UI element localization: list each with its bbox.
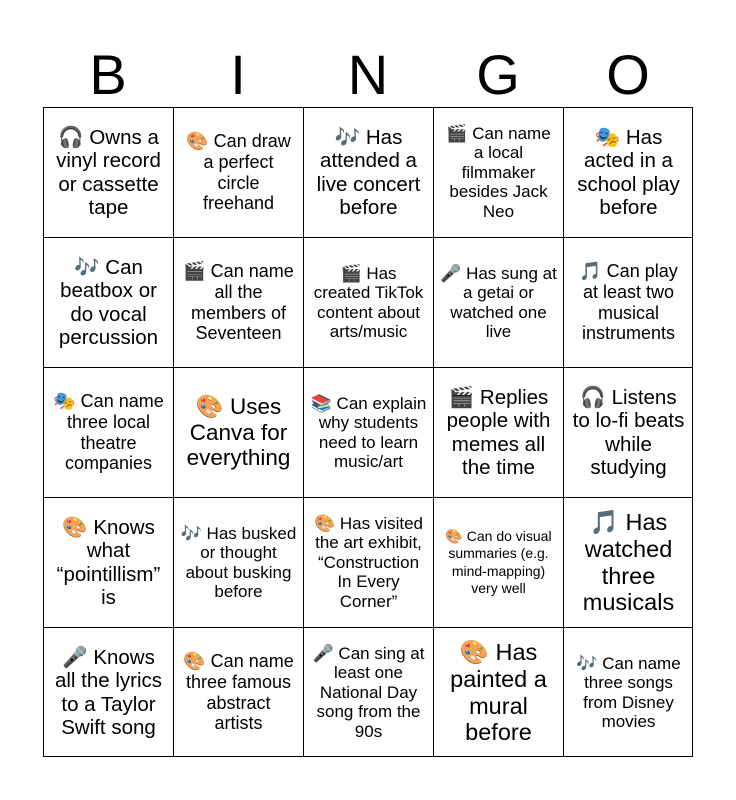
cell-text: 🎨 Can do visual summaries (e.g. mind-mapping) very well [445, 528, 552, 596]
cell-text: 🎭 Has acted in a school play before [577, 125, 680, 219]
bingo-cell[interactable] [43, 627, 173, 757]
cell-text: 🎶 Has attended a live concert before [316, 125, 421, 219]
bingo-cell[interactable] [173, 237, 303, 367]
bingo-board [43, 107, 693, 757]
bingo-cell[interactable] [563, 107, 693, 237]
bingo-cell[interactable] [173, 367, 303, 497]
header-letter-g: G [476, 43, 520, 106]
cell-text: 🎵 Has watched three musicals [582, 508, 675, 616]
cell-text: 🎤 Can sing at least one National Day song from the 90s [312, 644, 425, 741]
cell-text: 🎬 Can name a local filmmaker besides Jack Neo [446, 124, 551, 221]
bingo-cell[interactable] [173, 497, 303, 627]
cell-text: 🎶 Can beatbox or do vocal percussion [58, 255, 159, 349]
cell-text: 🎶 Has busked or thought about busking before [180, 523, 297, 601]
cell-text: 🎨 Knows what “pointillism” is [56, 515, 161, 609]
header-letter-n: N [347, 43, 389, 106]
bingo-cell[interactable] [43, 237, 173, 367]
cell-text: 📚 Can explain why students need to learn music/art [310, 393, 427, 471]
bingo-cell[interactable] [303, 497, 433, 627]
bingo-cell[interactable] [173, 627, 303, 757]
cell-text: 🎶 Can name three songs from Disney movies [576, 653, 681, 731]
bingo-cell[interactable] [563, 367, 693, 497]
cell-text: 🎨 Can name three famous abstract artists [183, 651, 294, 734]
bingo-cell[interactable] [563, 497, 693, 627]
bingo-cell[interactable] [43, 107, 173, 237]
cell-text: 🎬 Replies people with memes all the time [446, 385, 551, 479]
bingo-cell[interactable] [303, 367, 433, 497]
bingo-cell[interactable] [433, 627, 563, 757]
cell-text: 🎨 Has painted a mural before [450, 638, 547, 746]
bingo-cell[interactable] [563, 627, 693, 757]
header-letter-b: B [89, 43, 127, 106]
cell-text: 🎨 Uses Canva for everything [186, 394, 291, 471]
bingo-cell[interactable] [173, 107, 303, 237]
cell-text: 🎬 Can name all the members of Seventeen [183, 261, 294, 344]
bingo-cell[interactable] [303, 107, 433, 237]
bingo-cell[interactable] [433, 497, 563, 627]
header-letter-i: I [230, 43, 246, 106]
cell-text: 🎤 Has sung at a getai or watched one live [440, 263, 557, 341]
bingo-cell[interactable] [43, 497, 173, 627]
bingo-cell[interactable] [433, 237, 563, 367]
cell-text: 🎨 Has visited the art exhibit, “Construction In Every Corner” [313, 514, 424, 611]
bingo-cell[interactable] [303, 237, 433, 367]
bingo-cell[interactable] [433, 367, 563, 497]
cell-text: 🎨 Can draw a perfect circle freehand [186, 131, 291, 214]
cell-text: 🎧 Owns a vinyl record or cassette tape [56, 125, 161, 219]
bingo-cell[interactable] [43, 367, 173, 497]
cell-text: 🎭 Can name three local theatre companies [53, 391, 164, 474]
cell-text: 🎧 Listens to lo-fi beats while studying [572, 385, 685, 479]
bingo-cell[interactable] [563, 237, 693, 367]
bingo-cell[interactable] [433, 107, 563, 237]
cell-text: 🎵 Can play at least two musical instruments [579, 261, 678, 344]
bingo-header [43, 45, 693, 105]
header-letter-o: O [606, 43, 650, 106]
cell-text: 🎤 Knows all the lyrics to a Taylor Swift song [54, 645, 163, 739]
cell-text: 🎬 Has created TikTok content about arts/music [313, 263, 424, 341]
bingo-cell[interactable] [303, 627, 433, 757]
